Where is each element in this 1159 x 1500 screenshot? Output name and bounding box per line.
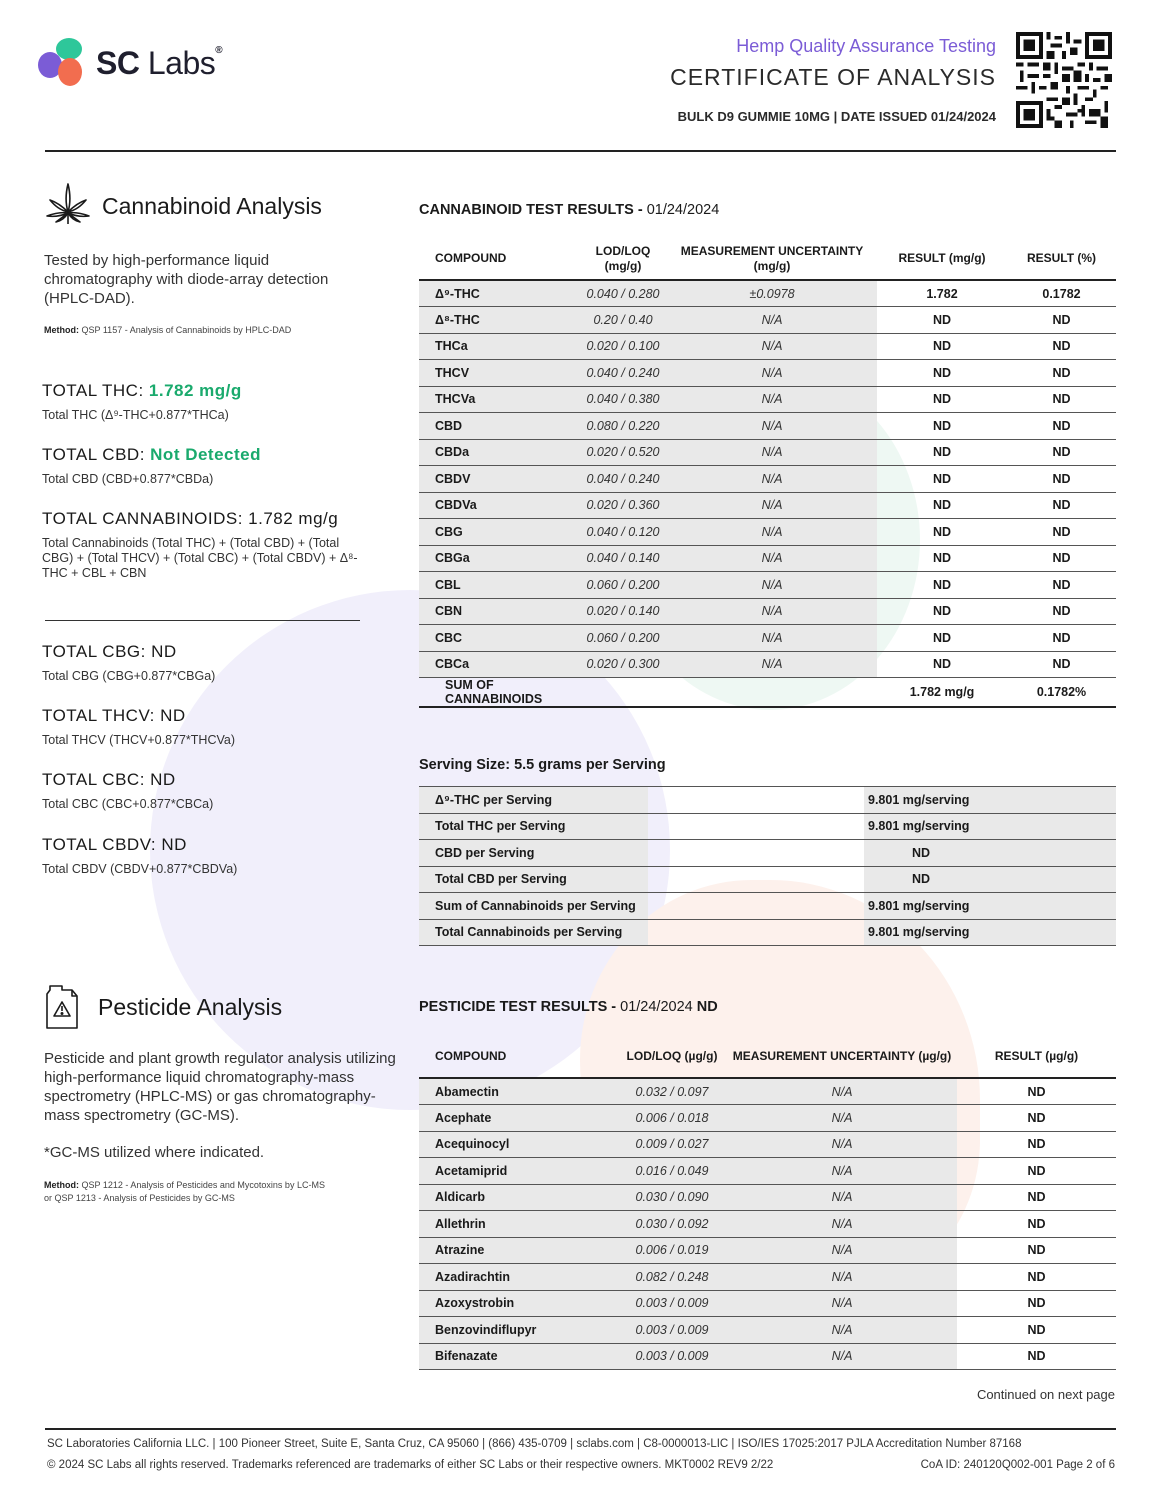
lod-loq-value: 0.020 / 0.520: [579, 439, 667, 466]
result-mg-value: ND: [877, 598, 1007, 625]
pesticide-name: Bifenazate: [419, 1343, 617, 1370]
serving-label: Total CBD per Serving: [419, 866, 648, 893]
result-mg-value: ND: [877, 439, 1007, 466]
serving-label: CBD per Serving: [419, 840, 648, 867]
total-cbdv-block: [42, 835, 372, 877]
total-cbc-label: TOTAL CBC: ND: [42, 770, 176, 789]
pesticide-uncertainty: N/A: [727, 1264, 957, 1291]
serving-value: 9.801 mg/serving: [864, 919, 1116, 946]
serving-value: 9.801 mg/serving: [864, 893, 1116, 920]
result-pct-value: ND: [1007, 492, 1116, 519]
table-row: [419, 625, 1116, 652]
table-row: [419, 1078, 1116, 1105]
uncertainty-value: N/A: [667, 572, 877, 599]
compound-name: CBDVa: [419, 492, 579, 519]
total-thc-value: 1.782 mg/g: [148, 381, 242, 400]
result-pct-value: ND: [1007, 572, 1116, 599]
serving-spacer: [648, 840, 864, 867]
table-row: [419, 1317, 1116, 1344]
pesticide-uncertainty: N/A: [727, 1105, 957, 1132]
total-thc-formula: Total THC (Δ⁹-THC+0.877*THCa): [42, 408, 229, 422]
footer-copyright: © 2024 SC Labs all rights reserved. Trademarks referenced are trademarks of either SC Labs or their respective owners. MKT0002 REV9 2/22: [47, 1459, 774, 1471]
compound-name: CBN: [419, 598, 579, 625]
lod-loq-value: 0.040 / 0.380: [579, 386, 667, 413]
result-mg-value: ND: [877, 492, 1007, 519]
result-mg-value: ND: [877, 413, 1007, 440]
sum-result-mg: 1.782 mg/g: [877, 678, 1007, 708]
lod-loq-value: 0.040 / 0.280: [579, 280, 667, 307]
pesticide-method: Method: QSP 1212 - Analysis of Pesticides and Mycotoxins by LC-MS or QSP 1213 - Analysis of Pesticides by GC-MS: [44, 1180, 325, 1203]
uncertainty-value: N/A: [667, 466, 877, 493]
serving-value: 9.801 mg/serving: [864, 787, 1116, 814]
uncertainty-value: N/A: [667, 439, 877, 466]
pesticide-result: ND: [957, 1317, 1116, 1344]
uncertainty-value: N/A: [667, 545, 877, 572]
serving-spacer: [648, 813, 864, 840]
qr-code-icon[interactable]: [1016, 32, 1112, 128]
compound-name: THCa: [419, 333, 579, 360]
col-compound: COMPOUND: [435, 251, 507, 265]
header-divider: [45, 150, 1116, 152]
result-mg-value: ND: [877, 360, 1007, 387]
result-pct-value: ND: [1007, 386, 1116, 413]
table-row: [419, 360, 1116, 387]
pesticide-name: Benzovindiflupyr: [419, 1317, 617, 1344]
footer-coa-id: CoA ID: 240120Q002-001 Page 2 of 6: [920, 1459, 1115, 1471]
pesticide-lod-loq: 0.030 / 0.092: [617, 1211, 727, 1238]
compound-name: CBDV: [419, 466, 579, 493]
pesticide-uncertainty: N/A: [727, 1078, 957, 1105]
pesticide-result: ND: [957, 1105, 1116, 1132]
serving-row: [419, 813, 1116, 840]
pesticide-name: Acephate: [419, 1105, 617, 1132]
table-row: [419, 492, 1116, 519]
table-row: [419, 413, 1116, 440]
table-row: [419, 1264, 1116, 1291]
lod-loq-value: 0.020 / 0.300: [579, 651, 667, 678]
compound-name: THCV: [419, 360, 579, 387]
pesticide-name: Acetamiprid: [419, 1158, 617, 1185]
serving-label: Total Cannabinoids per Serving: [419, 919, 648, 946]
pesticide-lod-loq: 0.006 / 0.018: [617, 1105, 727, 1132]
table-row: [419, 1131, 1116, 1158]
serving-row: [419, 787, 1116, 814]
col-result-pct: RESULT (%): [1026, 251, 1097, 265]
pesticide-uncertainty: N/A: [727, 1211, 957, 1238]
lod-loq-value: 0.060 / 0.200: [579, 572, 667, 599]
serving-label: Sum of Cannabinoids per Serving: [419, 893, 648, 920]
uncertainty-value: N/A: [667, 333, 877, 360]
pesticide-result: ND: [957, 1184, 1116, 1211]
total-cbd-label: TOTAL CBD:: [42, 445, 151, 464]
uncertainty-value: N/A: [667, 651, 877, 678]
compound-name: Δ⁹-THC: [419, 280, 579, 307]
uncertainty-value: N/A: [667, 492, 877, 519]
serving-size-title: Serving Size: 5.5 grams per Serving: [419, 757, 666, 773]
continued-note: Continued on next page: [976, 1387, 1115, 1402]
result-pct-value: ND: [1007, 519, 1116, 546]
serving-spacer: [648, 866, 864, 893]
total-thc-label: TOTAL THC:: [42, 381, 149, 400]
uncertainty-value: N/A: [667, 360, 877, 387]
compound-name: CBL: [419, 572, 579, 599]
totals-divider: [45, 620, 360, 621]
compound-name: CBGa: [419, 545, 579, 572]
table-row: [419, 1105, 1116, 1132]
header-subtitle: Hemp Quality Assurance Testing: [736, 36, 996, 56]
result-mg-value: 1.782: [877, 280, 1007, 307]
serving-row: [419, 893, 1116, 920]
lod-loq-value: 0.20 / 0.40: [579, 307, 667, 334]
pesticide-name: Aldicarb: [419, 1184, 617, 1211]
sum-label: SUM OF CANNABINOIDS: [419, 678, 579, 708]
compound-name: Δ⁸-THC: [419, 307, 579, 334]
pesticide-lod-loq: 0.003 / 0.009: [617, 1290, 727, 1317]
footer-copyright-row: [47, 1459, 1115, 1471]
footer-address: SC Laboratories California LLC. | 100 Pioneer Street, Suite E, Santa Cruz, CA 95060 | (866) 435-0709 | sclabs.com | C8-0000013-LIC | ISO/IES 17025:2017 PJLA Accreditation Number 87168: [47, 1438, 1022, 1450]
pesticide-results-table: [419, 1036, 1116, 1370]
result-mg-value: ND: [877, 545, 1007, 572]
result-pct-value: ND: [1007, 360, 1116, 387]
pesticide-section-title: Pesticide Analysis: [98, 993, 283, 1020]
serving-table: [419, 786, 1116, 946]
pesticide-jug-icon: [44, 984, 80, 1030]
total-cbg-formula: Total CBG (CBG+0.877*CBGa): [42, 669, 216, 683]
cannabinoid-results-table: [419, 238, 1116, 708]
result-mg-value: ND: [877, 572, 1007, 599]
pesticide-note: *GC-MS utilized where indicated.: [44, 1144, 265, 1161]
cannabinoid-method: Method: QSP 1157 - Analysis of Cannabinoids by HPLC-DAD: [44, 325, 292, 335]
serving-value: 9.801 mg/serving: [864, 813, 1116, 840]
cannabinoid-table-title: CANNABINOID TEST RESULTS - 01/24/2024: [419, 202, 720, 218]
pesticide-table-title: PESTICIDE TEST RESULTS - 01/24/2024 ND: [419, 999, 718, 1015]
result-pct-value: ND: [1007, 545, 1116, 572]
pesticide-lod-loq: 0.016 / 0.049: [617, 1158, 727, 1185]
table-row: [419, 1211, 1116, 1238]
lod-loq-value: 0.020 / 0.140: [579, 598, 667, 625]
total-thc-block: [42, 381, 372, 423]
sum-result-pct: 0.1782%: [1007, 678, 1116, 708]
pesticide-result: ND: [957, 1343, 1116, 1370]
compound-name: CBDa: [419, 439, 579, 466]
total-cannabinoids-formula: Total Cannabinoids (Total THC) + (Total CBD) + (Total CBG) + (Total THCV) + (Total CBC) + (Total CBDV) + Δ⁸-THC + CBL + CBN: [42, 536, 358, 580]
pesticide-result: ND: [957, 1131, 1116, 1158]
serving-label: Δ⁹-THC per Serving: [419, 787, 648, 814]
uncertainty-value: N/A: [667, 598, 877, 625]
uncertainty-value: N/A: [667, 307, 877, 334]
pesticide-lod-loq: 0.003 / 0.009: [617, 1343, 727, 1370]
pesticide-name: Atrazine: [419, 1237, 617, 1264]
total-cbc-block: [42, 770, 372, 812]
pesticide-result: ND: [957, 1078, 1116, 1105]
pesticide-lod-loq: 0.003 / 0.009: [617, 1317, 727, 1344]
pest-col-result: RESULT (µg/g): [994, 1049, 1079, 1063]
result-mg-value: ND: [877, 386, 1007, 413]
uncertainty-value: ±0.0978: [667, 280, 877, 307]
table-row: [419, 466, 1116, 493]
result-mg-value: ND: [877, 466, 1007, 493]
pesticide-uncertainty: N/A: [727, 1317, 957, 1344]
compound-name: CBD: [419, 413, 579, 440]
table-row: [419, 1184, 1116, 1211]
result-pct-value: ND: [1007, 333, 1116, 360]
lod-loq-value: 0.040 / 0.120: [579, 519, 667, 546]
pest-col-lod-loq: LOD/LOQ (µg/g): [626, 1049, 718, 1063]
result-mg-value: ND: [877, 625, 1007, 652]
uncertainty-value: N/A: [667, 413, 877, 440]
pesticide-lod-loq: 0.030 / 0.090: [617, 1184, 727, 1211]
serving-spacer: [648, 893, 864, 920]
pesticide-uncertainty: N/A: [727, 1158, 957, 1185]
table-row: [419, 386, 1116, 413]
table-row: [419, 1237, 1116, 1264]
header-meta: BULK D9 GUMMIE 10MG | DATE ISSUED 01/24/2024: [677, 109, 996, 124]
cannabinoid-section-header: [44, 182, 374, 230]
serving-row: [419, 866, 1116, 893]
serving-row: [419, 840, 1116, 867]
table-row: [419, 439, 1116, 466]
result-pct-value: ND: [1007, 466, 1116, 493]
result-pct-value: ND: [1007, 598, 1116, 625]
uncertainty-value: N/A: [667, 625, 877, 652]
serving-spacer: [648, 919, 864, 946]
compound-name: CBC: [419, 625, 579, 652]
header-title: CERTIFICATE OF ANALYSIS: [670, 64, 996, 90]
pesticide-lod-loq: 0.032 / 0.097: [617, 1078, 727, 1105]
pesticide-uncertainty: N/A: [727, 1184, 957, 1211]
table-row: [419, 1290, 1116, 1317]
pesticide-description: Pesticide and plant growth regulator analysis utilizing high-performance liquid chromatography-mass spectrometry (HPLC-MS) or gas chromatography-mass spectrometry (GC-MS).: [44, 1050, 396, 1124]
lod-loq-value: 0.060 / 0.200: [579, 625, 667, 652]
compound-name: CBG: [419, 519, 579, 546]
total-thcv-formula: Total THCV (THCV+0.877*THCVa): [42, 733, 235, 747]
pesticide-name: Azadirachtin: [419, 1264, 617, 1291]
pesticide-uncertainty: N/A: [727, 1131, 957, 1158]
serving-value: ND: [864, 840, 1116, 867]
result-pct-value: ND: [1007, 439, 1116, 466]
result-mg-value: ND: [877, 651, 1007, 678]
table-row: [419, 598, 1116, 625]
lod-loq-value: 0.020 / 0.360: [579, 492, 667, 519]
serving-spacer: [648, 787, 864, 814]
table-row: [419, 519, 1116, 546]
uncertainty-value: N/A: [667, 519, 877, 546]
pesticide-lod-loq: 0.082 / 0.248: [617, 1264, 727, 1291]
serving-value: ND: [864, 866, 1116, 893]
lod-loq-value: 0.080 / 0.220: [579, 413, 667, 440]
total-thcv-block: [42, 706, 372, 748]
result-pct-value: 0.1782: [1007, 280, 1116, 307]
pesticide-name: Abamectin: [419, 1078, 617, 1105]
total-cbg-label: TOTAL CBG: ND: [42, 642, 177, 661]
logo-mark-icon: [38, 38, 86, 88]
cannabinoid-section-title: Cannabinoid Analysis: [102, 192, 322, 219]
pesticide-result: ND: [957, 1237, 1116, 1264]
lod-loq-value: 0.040 / 0.140: [579, 545, 667, 572]
table-row: [419, 307, 1116, 334]
pesticide-result: ND: [957, 1211, 1116, 1238]
total-cbc-formula: Total CBC (CBC+0.877*CBCa): [42, 797, 214, 811]
pesticide-lod-loq: 0.009 / 0.027: [617, 1131, 727, 1158]
total-cbd-block: [42, 445, 372, 487]
total-cbd-formula: Total CBD (CBD+0.877*CBDa): [42, 472, 214, 486]
result-pct-value: ND: [1007, 651, 1116, 678]
pesticide-section-header: [44, 984, 374, 1030]
result-mg-value: ND: [877, 333, 1007, 360]
table-row: [419, 280, 1116, 307]
pesticide-result: ND: [957, 1264, 1116, 1291]
result-pct-value: ND: [1007, 625, 1116, 652]
pesticide-lod-loq: 0.006 / 0.019: [617, 1237, 727, 1264]
pesticide-result: ND: [957, 1158, 1116, 1185]
lod-loq-value: 0.040 / 0.240: [579, 360, 667, 387]
col-result-mg: RESULT (mg/g): [898, 251, 986, 265]
logo-wordmark: SC Labs®: [96, 44, 223, 81]
pest-col-uncertainty: MEASUREMENT UNCERTAINTY (µg/g): [732, 1049, 952, 1063]
uncertainty-value: N/A: [667, 386, 877, 413]
result-mg-value: ND: [877, 307, 1007, 334]
result-mg-value: ND: [877, 519, 1007, 546]
sc-labs-logo: [38, 38, 222, 88]
total-cbd-value: Not Detected: [150, 445, 262, 464]
pest-col-compound: COMPOUND: [435, 1049, 507, 1063]
pesticide-uncertainty: N/A: [727, 1237, 957, 1264]
pesticide-name: Azoxystrobin: [419, 1290, 617, 1317]
result-pct-value: ND: [1007, 413, 1116, 440]
total-cbg-block: [42, 642, 372, 684]
total-cbdv-formula: Total CBDV (CBDV+0.877*CBDVa): [42, 862, 238, 876]
table-row: [419, 545, 1116, 572]
pesticide-uncertainty: N/A: [727, 1343, 957, 1370]
col-uncertainty: MEASUREMENT UNCERTAINTY (mg/g): [680, 243, 864, 273]
col-lod-loq: LOD/LOQ (mg/g): [595, 243, 651, 273]
cannabis-leaf-icon: [44, 182, 92, 230]
compound-name: THCVa: [419, 386, 579, 413]
total-cannabinoids-label: TOTAL CANNABINOIDS: 1.782 mg/g: [42, 509, 339, 528]
total-cannabinoids-block: [42, 509, 360, 581]
table-row: [419, 1343, 1116, 1370]
lod-loq-value: 0.020 / 0.100: [579, 333, 667, 360]
cannabinoid-description: Tested by high-performance liquid chromatography with diode-array detection (HPLC-DAD).: [44, 252, 329, 307]
table-row: [419, 333, 1116, 360]
total-thcv-label: TOTAL THCV: ND: [42, 706, 186, 725]
serving-row: [419, 919, 1116, 946]
table-row: [419, 1158, 1116, 1185]
pesticide-result: ND: [957, 1290, 1116, 1317]
total-cbdv-label: TOTAL CBDV: ND: [42, 835, 187, 854]
lod-loq-value: 0.040 / 0.240: [579, 466, 667, 493]
table-row: [419, 572, 1116, 599]
pesticide-name: Allethrin: [419, 1211, 617, 1238]
pesticide-uncertainty: N/A: [727, 1290, 957, 1317]
pesticide-name: Acequinocyl: [419, 1131, 617, 1158]
footer-divider: [45, 1428, 1116, 1430]
table-row: [419, 651, 1116, 678]
compound-name: CBCa: [419, 651, 579, 678]
result-pct-value: ND: [1007, 307, 1116, 334]
serving-label: Total THC per Serving: [419, 813, 648, 840]
